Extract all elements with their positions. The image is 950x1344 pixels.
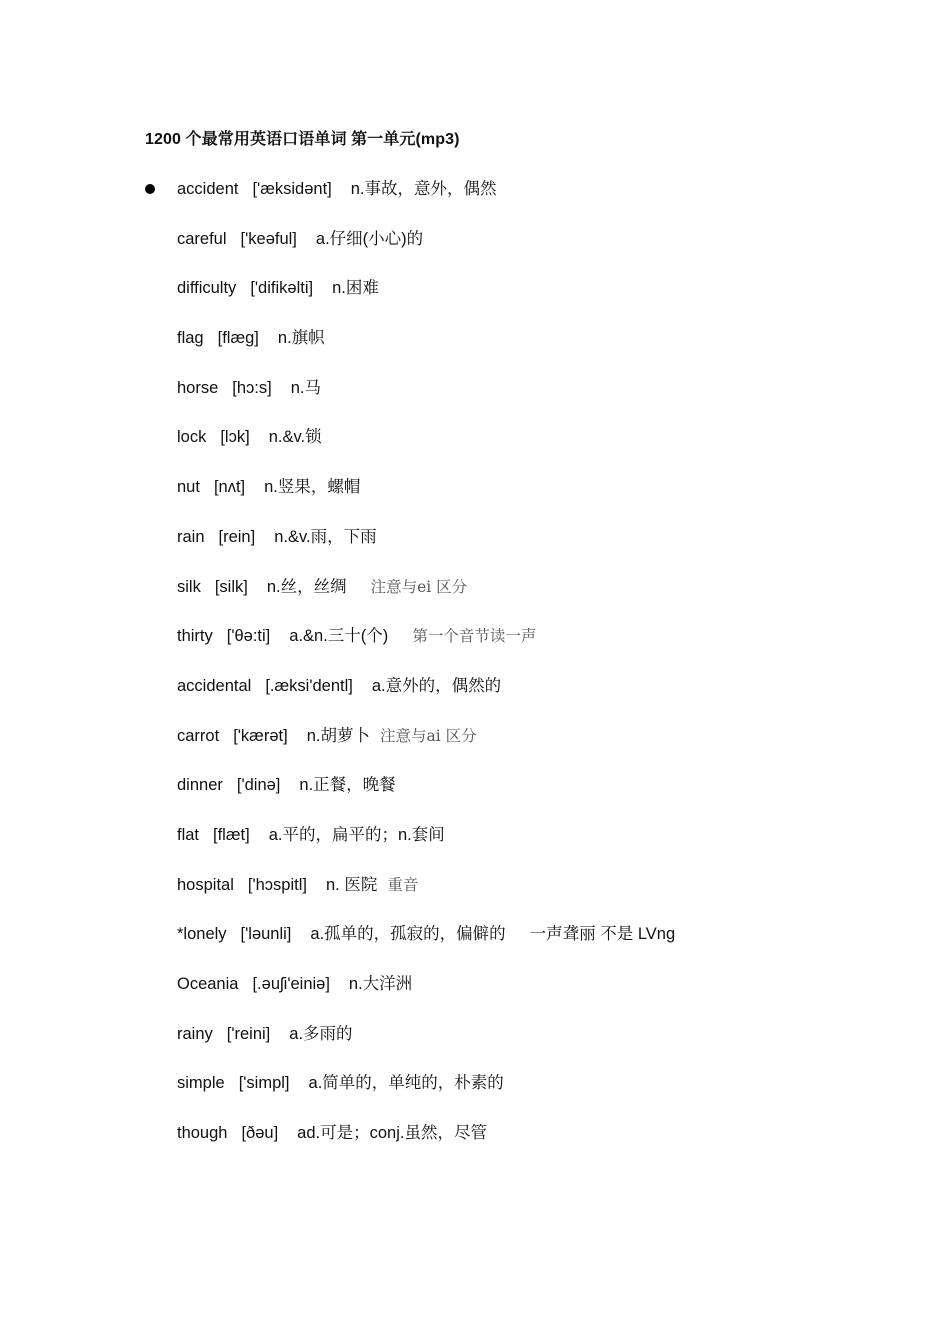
entry-note: 第一个音节读一声 [412, 627, 537, 646]
vocabulary-entry [177, 873, 675, 923]
entry-phonetic: [ðəu] [241, 1124, 279, 1143]
entry-meaning: a.意外的，偶然的 [371, 676, 502, 695]
entry-meaning: a.简单的，单纯的，朴素的 [308, 1074, 504, 1093]
entry-meaning: n.&v.雨，下雨 [274, 527, 377, 546]
entry-phonetic: ['kærət] [233, 726, 288, 745]
entry-meaning: n.胡萝卜 [306, 726, 370, 745]
vocabulary-entry [177, 177, 675, 227]
entry-phonetic: [hɔ:s] [232, 378, 272, 397]
entry-meaning: n.马 [290, 378, 321, 397]
entry-phonetic: [flæt] [213, 825, 250, 844]
vocabulary-entry [177, 425, 675, 475]
entry-word: though [177, 1124, 228, 1143]
entry-note: 一声聋丽 不是 LVng [529, 925, 676, 944]
entry-phonetic: [silk] [214, 577, 248, 596]
entry-phonetic: ['difikəlti] [250, 279, 314, 298]
vocabulary-entry [177, 773, 675, 823]
entry-word: horse [177, 378, 219, 397]
entry-phonetic: ['θə:ti] [226, 627, 271, 646]
entry-phonetic: ['ləunli] [240, 925, 292, 944]
entry-meaning: a.孤单的，孤寂的，偏僻的 [310, 925, 506, 944]
entry-word: thirty [177, 627, 213, 646]
entry-word: Oceania [177, 975, 239, 993]
entry-word: nut [177, 478, 200, 497]
entry-meaning: n.大洋洲 [348, 975, 413, 993]
entry-phonetic: ['æksidənt] [252, 180, 332, 198]
vocabulary-entry [177, 326, 675, 376]
entry-phonetic: [.æksi'dentl] [265, 676, 353, 695]
entry-meaning: a.多雨的 [289, 1024, 353, 1043]
entry-meaning: n.事故，意外，偶然 [350, 180, 497, 198]
vocabulary-entry [177, 475, 675, 525]
entry-word: silk [177, 577, 201, 596]
entry-word: difficulty [177, 279, 237, 298]
entry-word: careful [177, 229, 227, 248]
vocabulary-entry [177, 575, 675, 625]
entry-meaning: n. 医院 [325, 875, 378, 894]
vocabulary-entry [177, 227, 675, 277]
entry-word: lock [177, 428, 207, 447]
entry-meaning: n.正餐，晚餐 [299, 776, 396, 795]
vocabulary-list [177, 177, 675, 1171]
bullet-dot-icon [145, 184, 155, 194]
entry-meaning: a.仔细(小心)的 [315, 229, 424, 248]
entry-note: 注意与ei 区分 [370, 577, 468, 596]
vocabulary-entry [177, 1022, 675, 1072]
vocabulary-entry [177, 922, 675, 972]
vocabulary-entry [177, 823, 675, 873]
vocabulary-entry [177, 525, 675, 575]
entry-meaning: n.困难 [332, 279, 379, 298]
entry-meaning: a.平的，扁平的；n.套间 [268, 825, 445, 844]
entry-word: accidental [177, 676, 252, 695]
entry-phonetic: [nʌt] [213, 478, 246, 497]
vocabulary-entry [177, 376, 675, 426]
entry-word: flat [177, 825, 200, 844]
entry-word: hospital [177, 875, 234, 894]
entry-word: carrot [177, 726, 220, 745]
entry-word: *lonely [177, 925, 227, 944]
entry-phonetic: ['keəful] [240, 229, 297, 248]
entry-note: 注意与ai 区分 [379, 726, 477, 745]
vocabulary-entry [177, 972, 675, 1022]
vocabulary-entry [177, 724, 675, 774]
document-title: 1200 个最常用英语口语单词 第一单元(mp3) [145, 131, 460, 148]
entry-phonetic: ['simpl] [238, 1074, 290, 1093]
entry-meaning: n.&v.锁 [268, 428, 322, 447]
entry-phonetic: ['dinə] [236, 776, 281, 795]
vocabulary-entry [177, 624, 675, 674]
entry-meaning: a.&n.三十(个) [289, 627, 389, 646]
entry-word: simple [177, 1074, 225, 1093]
vocabulary-entry [177, 1071, 675, 1121]
entry-meaning: n.旗帜 [277, 329, 325, 348]
entry-word: flag [177, 329, 204, 348]
entry-meaning: ad.可是；conj.虽然，尽管 [297, 1124, 487, 1143]
entry-word: rainy [177, 1024, 213, 1043]
entry-note: 重音 [387, 875, 419, 894]
entry-phonetic: [rein] [218, 527, 256, 546]
entry-phonetic: ['reini] [226, 1024, 271, 1043]
entry-meaning: n.竖果，螺帽 [264, 478, 361, 497]
entry-phonetic: [.əuʃi'einiə] [252, 975, 330, 993]
entry-phonetic: [lɔk] [220, 428, 250, 447]
entry-word: accident [177, 180, 239, 198]
entry-meaning: n.丝，丝绸 [266, 577, 347, 596]
entry-word: rain [177, 527, 205, 546]
vocabulary-entry [177, 276, 675, 326]
vocabulary-entry [177, 1121, 675, 1171]
vocabulary-entry [177, 674, 675, 724]
entry-phonetic: [flæg] [217, 329, 259, 348]
entry-word: dinner [177, 776, 223, 795]
entry-phonetic: ['hɔspitl] [247, 875, 307, 894]
